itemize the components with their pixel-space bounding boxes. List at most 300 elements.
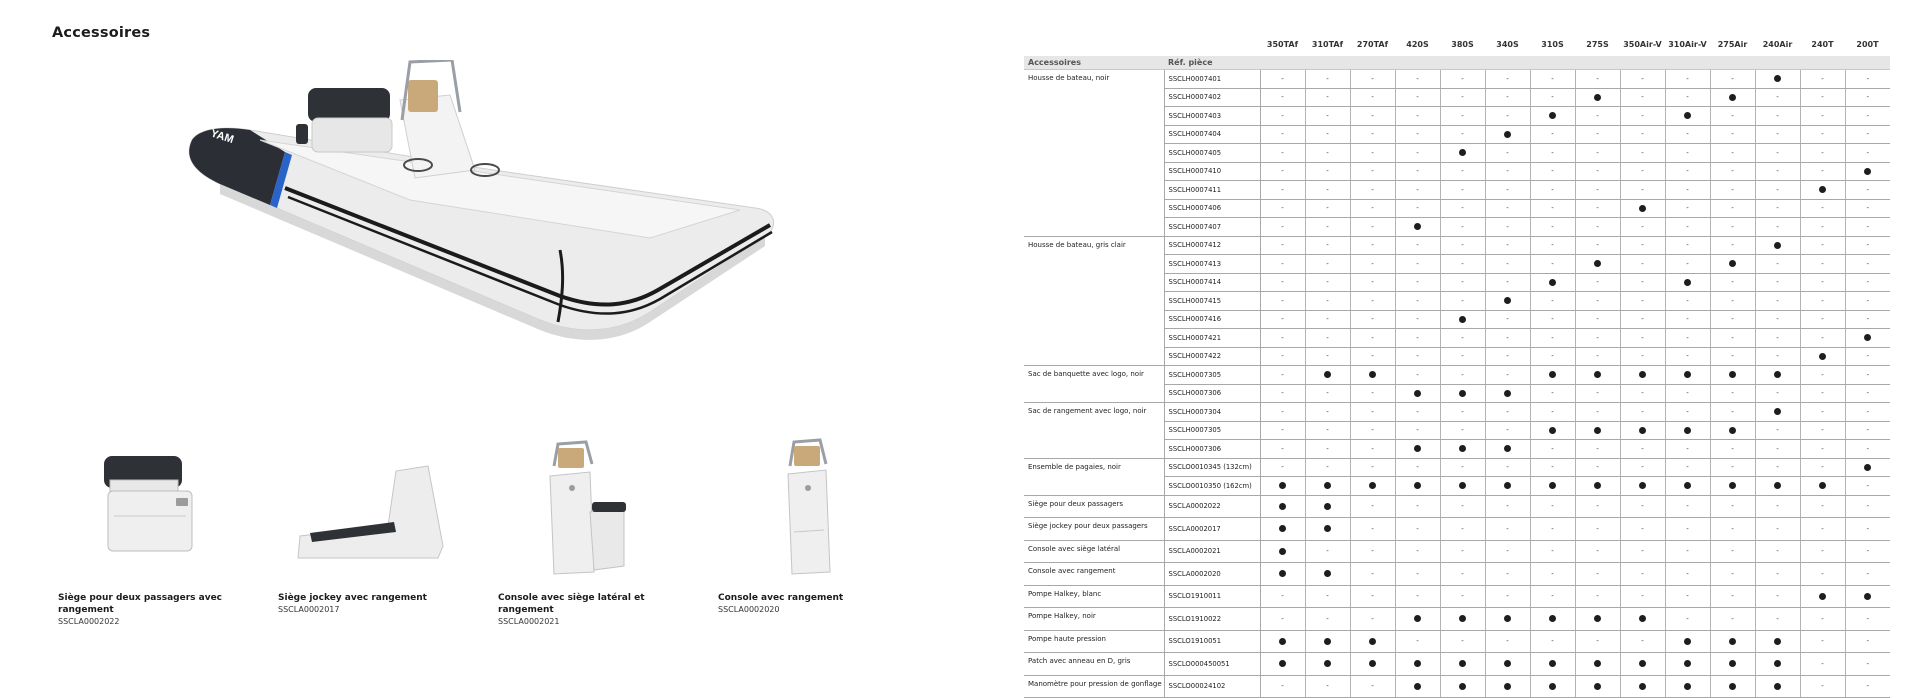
- not-compatible-cell: -: [1800, 162, 1845, 181]
- compatible-dot: [1639, 371, 1646, 378]
- not-compatible-cell: -: [1620, 218, 1665, 237]
- compatible-dot: [1639, 683, 1646, 690]
- not-compatible-cell: -: [1845, 608, 1890, 631]
- part-ref: SSCLH0007402: [1164, 88, 1260, 107]
- model-header: 380S: [1451, 39, 1474, 49]
- not-compatible-cell: -: [1845, 518, 1890, 541]
- compatible-dot-cell: [1260, 630, 1305, 653]
- table-row: [1024, 366, 1890, 385]
- not-compatible-cell: -: [1755, 458, 1800, 477]
- compatible-dot-cell: [1845, 162, 1890, 181]
- not-compatible-cell: -: [1575, 518, 1620, 541]
- not-compatible-cell: -: [1440, 125, 1485, 144]
- not-compatible-cell: -: [1485, 181, 1530, 200]
- compatible-dot: [1504, 683, 1511, 690]
- compatible-dot: [1459, 149, 1466, 156]
- compatible-dot-cell: [1845, 585, 1890, 608]
- not-compatible-cell: -: [1305, 292, 1350, 311]
- not-compatible-cell: -: [1710, 144, 1755, 163]
- not-compatible-cell: -: [1800, 563, 1845, 586]
- compatible-dot-cell: [1305, 495, 1350, 518]
- not-compatible-cell: -: [1620, 88, 1665, 107]
- compatible-dot-cell: [1530, 675, 1575, 698]
- not-compatible-cell: -: [1485, 329, 1530, 348]
- not-compatible-cell: -: [1440, 292, 1485, 311]
- compatible-dot-cell: [1440, 310, 1485, 329]
- not-compatible-cell: -: [1800, 421, 1845, 440]
- not-compatible-cell: -: [1665, 255, 1710, 274]
- not-compatible-cell: -: [1845, 477, 1890, 496]
- compatible-dot: [1549, 482, 1556, 489]
- header-spacer: [1350, 56, 1395, 70]
- not-compatible-cell: -: [1800, 440, 1845, 459]
- not-compatible-cell: -: [1800, 403, 1845, 422]
- not-compatible-cell: -: [1800, 608, 1845, 631]
- product-name: [58, 592, 258, 627]
- not-compatible-cell: -: [1260, 384, 1305, 403]
- not-compatible-cell: -: [1305, 273, 1350, 292]
- table-row: [1024, 495, 1890, 518]
- compatible-dot-cell: [1485, 653, 1530, 676]
- compatible-dot: [1774, 242, 1781, 249]
- compatible-dot: [1774, 75, 1781, 82]
- compatible-dot-cell: [1575, 421, 1620, 440]
- not-compatible-cell: -: [1260, 199, 1305, 218]
- not-compatible-cell: -: [1665, 310, 1710, 329]
- not-compatible-cell: -: [1485, 144, 1530, 163]
- not-compatible-cell: -: [1530, 310, 1575, 329]
- compatible-dot-cell: [1665, 630, 1710, 653]
- compatible-dot-cell: [1620, 675, 1665, 698]
- compatible-dot-cell: [1485, 477, 1530, 496]
- compatible-dot: [1459, 445, 1466, 452]
- not-compatible-cell: -: [1620, 384, 1665, 403]
- part-ref: SSCLA0002017: [1164, 518, 1260, 541]
- not-compatible-cell: -: [1440, 540, 1485, 563]
- not-compatible-cell: -: [1665, 181, 1710, 200]
- model-header: 270TAf: [1356, 39, 1389, 49]
- not-compatible-cell: -: [1305, 310, 1350, 329]
- product-title: Siège pour deux passagers avec rangement: [58, 593, 223, 615]
- compatible-dot-cell: [1395, 477, 1440, 496]
- not-compatible-cell: -: [1530, 384, 1575, 403]
- compatible-dot: [1549, 660, 1556, 667]
- not-compatible-cell: -: [1260, 88, 1305, 107]
- not-compatible-cell: -: [1755, 440, 1800, 459]
- accessory-label: Manomètre pour pression de gonflage: [1024, 675, 1164, 698]
- table-row: [1024, 675, 1890, 698]
- not-compatible-cell: -: [1395, 366, 1440, 385]
- compatible-dot: [1684, 660, 1691, 667]
- compatible-dot: [1729, 482, 1736, 489]
- not-compatible-cell: -: [1395, 495, 1440, 518]
- not-compatible-cell: -: [1845, 125, 1890, 144]
- accessory-label: Housse de bateau, gris clair: [1024, 236, 1164, 366]
- not-compatible-cell: -: [1350, 88, 1395, 107]
- not-compatible-cell: -: [1710, 199, 1755, 218]
- not-compatible-cell: -: [1260, 162, 1305, 181]
- compatible-dot-cell: [1260, 653, 1305, 676]
- not-compatible-cell: -: [1350, 255, 1395, 274]
- not-compatible-cell: -: [1800, 653, 1845, 676]
- not-compatible-cell: -: [1305, 181, 1350, 200]
- not-compatible-cell: -: [1755, 218, 1800, 237]
- not-compatible-cell: -: [1350, 440, 1395, 459]
- compatible-dot: [1549, 112, 1556, 119]
- compatible-dot: [1414, 223, 1421, 230]
- compatible-dot-cell: [1755, 477, 1800, 496]
- not-compatible-cell: -: [1620, 144, 1665, 163]
- compatible-dot-cell: [1755, 70, 1800, 89]
- not-compatible-cell: -: [1350, 540, 1395, 563]
- not-compatible-cell: -: [1485, 495, 1530, 518]
- not-compatible-cell: -: [1710, 310, 1755, 329]
- compatible-dot: [1594, 615, 1601, 622]
- not-compatible-cell: -: [1800, 107, 1845, 126]
- part-ref: SSCLH0007416: [1164, 310, 1260, 329]
- compatible-dot-cell: [1620, 421, 1665, 440]
- compatible-dot: [1594, 94, 1601, 101]
- not-compatible-cell: -: [1710, 162, 1755, 181]
- part-ref: SSCLA0002020: [1164, 563, 1260, 586]
- not-compatible-cell: -: [1530, 347, 1575, 366]
- compatible-dot-cell: [1350, 366, 1395, 385]
- not-compatible-cell: -: [1665, 384, 1710, 403]
- not-compatible-cell: -: [1575, 458, 1620, 477]
- compatible-dot-cell: [1395, 440, 1440, 459]
- not-compatible-cell: -: [1710, 440, 1755, 459]
- not-compatible-cell: -: [1845, 440, 1890, 459]
- compatible-dot-cell: [1665, 675, 1710, 698]
- not-compatible-cell: -: [1845, 630, 1890, 653]
- not-compatible-cell: -: [1755, 384, 1800, 403]
- table-row: [1024, 458, 1890, 477]
- compatible-dot: [1819, 482, 1826, 489]
- not-compatible-cell: -: [1395, 329, 1440, 348]
- not-compatible-cell: -: [1845, 540, 1890, 563]
- not-compatible-cell: -: [1665, 608, 1710, 631]
- compatible-dot: [1684, 371, 1691, 378]
- compatible-dot: [1324, 638, 1331, 645]
- not-compatible-cell: -: [1845, 421, 1890, 440]
- not-compatible-cell: -: [1260, 125, 1305, 144]
- not-compatible-cell: -: [1620, 540, 1665, 563]
- compatible-dot-cell: [1485, 292, 1530, 311]
- not-compatible-cell: -: [1755, 347, 1800, 366]
- not-compatible-cell: -: [1665, 495, 1710, 518]
- compatible-dot-cell: [1800, 347, 1845, 366]
- not-compatible-cell: -: [1755, 255, 1800, 274]
- part-ref: SSCLA0002022: [1164, 495, 1260, 518]
- not-compatible-cell: -: [1575, 403, 1620, 422]
- compatible-dot-cell: [1440, 653, 1485, 676]
- not-compatible-cell: -: [1755, 540, 1800, 563]
- not-compatible-cell: -: [1530, 495, 1575, 518]
- part-ref: SSCLH0007415: [1164, 292, 1260, 311]
- not-compatible-cell: -: [1800, 125, 1845, 144]
- blank-header: [1164, 32, 1260, 56]
- not-compatible-cell: -: [1305, 540, 1350, 563]
- not-compatible-cell: -: [1395, 107, 1440, 126]
- accessory-label: Siège jockey pour deux passagers: [1024, 518, 1164, 541]
- not-compatible-cell: -: [1350, 218, 1395, 237]
- not-compatible-cell: -: [1485, 107, 1530, 126]
- part-ref: SSCLH0007405: [1164, 144, 1260, 163]
- compatible-dot: [1594, 660, 1601, 667]
- compatible-dot-cell: [1665, 273, 1710, 292]
- compatible-dot: [1639, 205, 1646, 212]
- header-spacer: [1530, 56, 1575, 70]
- not-compatible-cell: -: [1530, 440, 1575, 459]
- compatible-dot-cell: [1530, 273, 1575, 292]
- column-header-row: [1024, 56, 1890, 70]
- compatible-dot: [1414, 683, 1421, 690]
- compatible-dot: [1729, 660, 1736, 667]
- not-compatible-cell: -: [1530, 125, 1575, 144]
- not-compatible-cell: -: [1485, 585, 1530, 608]
- not-compatible-cell: -: [1575, 563, 1620, 586]
- not-compatible-cell: -: [1710, 70, 1755, 89]
- compatible-dot: [1324, 525, 1331, 532]
- compatible-dot: [1774, 408, 1781, 415]
- compatible-dot: [1594, 482, 1601, 489]
- compatible-dot-cell: [1665, 477, 1710, 496]
- not-compatible-cell: -: [1800, 218, 1845, 237]
- not-compatible-cell: -: [1755, 585, 1800, 608]
- compatible-dot-cell: [1485, 675, 1530, 698]
- compatible-dot: [1639, 427, 1646, 434]
- not-compatible-cell: -: [1260, 403, 1305, 422]
- not-compatible-cell: -: [1305, 458, 1350, 477]
- header-spacer: [1395, 56, 1440, 70]
- compatible-dot: [1369, 660, 1376, 667]
- not-compatible-cell: -: [1710, 495, 1755, 518]
- compatible-dot: [1504, 445, 1511, 452]
- not-compatible-cell: -: [1620, 107, 1665, 126]
- part-ref: SSCLO00024102: [1164, 675, 1260, 698]
- model-header: 420S: [1406, 39, 1429, 49]
- not-compatible-cell: -: [1485, 310, 1530, 329]
- not-compatible-cell: -: [1485, 347, 1530, 366]
- not-compatible-cell: -: [1755, 107, 1800, 126]
- not-compatible-cell: -: [1530, 144, 1575, 163]
- compatible-dot-cell: [1665, 421, 1710, 440]
- not-compatible-cell: -: [1575, 495, 1620, 518]
- not-compatible-cell: -: [1440, 218, 1485, 237]
- compatible-dot: [1504, 297, 1511, 304]
- part-ref: SSCLH0007304: [1164, 403, 1260, 422]
- not-compatible-cell: -: [1395, 236, 1440, 255]
- not-compatible-cell: -: [1620, 236, 1665, 255]
- product-name: [718, 592, 918, 615]
- compatible-dot-cell: [1260, 518, 1305, 541]
- compatible-dot: [1459, 615, 1466, 622]
- compatible-dot-cell: [1755, 366, 1800, 385]
- compatible-dot: [1549, 279, 1556, 286]
- not-compatible-cell: -: [1845, 675, 1890, 698]
- compatible-dot: [1639, 482, 1646, 489]
- not-compatible-cell: -: [1845, 347, 1890, 366]
- not-compatible-cell: -: [1710, 384, 1755, 403]
- not-compatible-cell: -: [1440, 273, 1485, 292]
- not-compatible-cell: -: [1260, 585, 1305, 608]
- not-compatible-cell: -: [1530, 255, 1575, 274]
- not-compatible-cell: -: [1575, 540, 1620, 563]
- not-compatible-cell: -: [1530, 236, 1575, 255]
- not-compatible-cell: -: [1350, 563, 1395, 586]
- not-compatible-cell: -: [1350, 70, 1395, 89]
- part-ref: SSCLH0007410: [1164, 162, 1260, 181]
- not-compatible-cell: -: [1530, 162, 1575, 181]
- compatible-dot: [1729, 260, 1736, 267]
- not-compatible-cell: -: [1350, 310, 1395, 329]
- part-ref: SSCLH0007414: [1164, 273, 1260, 292]
- not-compatible-cell: -: [1575, 125, 1620, 144]
- not-compatible-cell: -: [1755, 273, 1800, 292]
- compatible-dot: [1774, 371, 1781, 378]
- not-compatible-cell: -: [1620, 630, 1665, 653]
- not-compatible-cell: -: [1845, 384, 1890, 403]
- not-compatible-cell: -: [1260, 292, 1305, 311]
- model-header: 200T: [1856, 39, 1879, 49]
- not-compatible-cell: -: [1350, 329, 1395, 348]
- compatible-dot-cell: [1710, 653, 1755, 676]
- not-compatible-cell: -: [1665, 403, 1710, 422]
- not-compatible-cell: -: [1485, 518, 1530, 541]
- not-compatible-cell: -: [1620, 458, 1665, 477]
- compatible-dot: [1414, 390, 1421, 397]
- not-compatible-cell: -: [1755, 181, 1800, 200]
- not-compatible-cell: -: [1395, 144, 1440, 163]
- compatible-dot-cell: [1530, 477, 1575, 496]
- compatible-dot: [1414, 615, 1421, 622]
- compatible-dot: [1684, 279, 1691, 286]
- not-compatible-cell: -: [1575, 440, 1620, 459]
- compatible-dot: [1549, 371, 1556, 378]
- accessoires-header: Accessoires: [1024, 56, 1164, 70]
- compatible-dot: [1459, 316, 1466, 323]
- not-compatible-cell: -: [1665, 347, 1710, 366]
- not-compatible-cell: -: [1260, 218, 1305, 237]
- not-compatible-cell: -: [1395, 162, 1440, 181]
- compatibility-table: [1024, 32, 1890, 698]
- not-compatible-cell: -: [1305, 585, 1350, 608]
- accessory-label: Pompe Halkey, blanc: [1024, 585, 1164, 608]
- not-compatible-cell: -: [1440, 458, 1485, 477]
- compatible-dot-cell: [1395, 384, 1440, 403]
- not-compatible-cell: -: [1260, 255, 1305, 274]
- not-compatible-cell: -: [1755, 292, 1800, 311]
- not-compatible-cell: -: [1395, 125, 1440, 144]
- not-compatible-cell: -: [1575, 329, 1620, 348]
- compatible-dot-cell: [1710, 366, 1755, 385]
- compatible-dot: [1414, 660, 1421, 667]
- boat-image: [180, 60, 800, 395]
- compatible-dot: [1729, 94, 1736, 101]
- compatible-dot-cell: [1350, 630, 1395, 653]
- not-compatible-cell: -: [1620, 347, 1665, 366]
- product-title: Console avec rangement: [718, 593, 844, 603]
- not-compatible-cell: -: [1800, 144, 1845, 163]
- compatible-dot-cell: [1395, 608, 1440, 631]
- not-compatible-cell: -: [1440, 199, 1485, 218]
- compatible-dot-cell: [1665, 366, 1710, 385]
- not-compatible-cell: -: [1440, 366, 1485, 385]
- not-compatible-cell: -: [1845, 107, 1890, 126]
- compatible-dot: [1819, 353, 1826, 360]
- not-compatible-cell: -: [1800, 310, 1845, 329]
- not-compatible-cell: -: [1485, 458, 1530, 477]
- not-compatible-cell: -: [1665, 236, 1710, 255]
- compatible-dot-cell: [1485, 440, 1530, 459]
- compatible-dot-cell: [1575, 675, 1620, 698]
- compatible-dot-cell: [1305, 563, 1350, 586]
- compatible-dot-cell: [1395, 653, 1440, 676]
- compatible-dot-cell: [1800, 585, 1845, 608]
- compatible-dot-cell: [1665, 653, 1710, 676]
- compatible-dot: [1594, 260, 1601, 267]
- compatible-dot-cell: [1710, 255, 1755, 274]
- compatible-dot: [1414, 445, 1421, 452]
- not-compatible-cell: -: [1845, 292, 1890, 311]
- not-compatible-cell: -: [1710, 347, 1755, 366]
- not-compatible-cell: -: [1395, 421, 1440, 440]
- not-compatible-cell: -: [1395, 255, 1440, 274]
- not-compatible-cell: -: [1575, 236, 1620, 255]
- compatible-dot: [1549, 683, 1556, 690]
- not-compatible-cell: -: [1350, 144, 1395, 163]
- not-compatible-cell: -: [1440, 421, 1485, 440]
- header-spacer: [1800, 56, 1845, 70]
- not-compatible-cell: -: [1710, 540, 1755, 563]
- compatible-dot: [1729, 371, 1736, 378]
- not-compatible-cell: -: [1800, 518, 1845, 541]
- compatible-dot-cell: [1305, 366, 1350, 385]
- not-compatible-cell: -: [1620, 292, 1665, 311]
- compatible-dot: [1684, 482, 1691, 489]
- model-header: 340S: [1496, 39, 1519, 49]
- not-compatible-cell: -: [1485, 403, 1530, 422]
- model-header: 310TAf: [1311, 39, 1344, 49]
- not-compatible-cell: -: [1845, 653, 1890, 676]
- not-compatible-cell: -: [1485, 70, 1530, 89]
- not-compatible-cell: -: [1305, 88, 1350, 107]
- not-compatible-cell: -: [1755, 329, 1800, 348]
- compatible-dot-cell: [1665, 107, 1710, 126]
- not-compatible-cell: -: [1305, 347, 1350, 366]
- not-compatible-cell: -: [1620, 181, 1665, 200]
- not-compatible-cell: -: [1260, 236, 1305, 255]
- not-compatible-cell: -: [1305, 236, 1350, 255]
- header-spacer: [1620, 56, 1665, 70]
- not-compatible-cell: -: [1710, 125, 1755, 144]
- table-row: [1024, 608, 1890, 631]
- compatible-dot-cell: [1575, 255, 1620, 274]
- not-compatible-cell: -: [1305, 440, 1350, 459]
- accessory-label: Pompe Halkey, noir: [1024, 608, 1164, 631]
- compatible-dot-cell: [1620, 477, 1665, 496]
- accessory-label: Patch avec anneau en D, gris: [1024, 653, 1164, 676]
- not-compatible-cell: -: [1800, 675, 1845, 698]
- not-compatible-cell: -: [1305, 218, 1350, 237]
- compatible-dot: [1279, 482, 1286, 489]
- not-compatible-cell: -: [1530, 585, 1575, 608]
- compatible-dot: [1639, 660, 1646, 667]
- compatible-dot-cell: [1485, 384, 1530, 403]
- not-compatible-cell: -: [1800, 199, 1845, 218]
- compatible-dot-cell: [1710, 675, 1755, 698]
- part-ref: SSCLO0010345 (132cm): [1164, 458, 1260, 477]
